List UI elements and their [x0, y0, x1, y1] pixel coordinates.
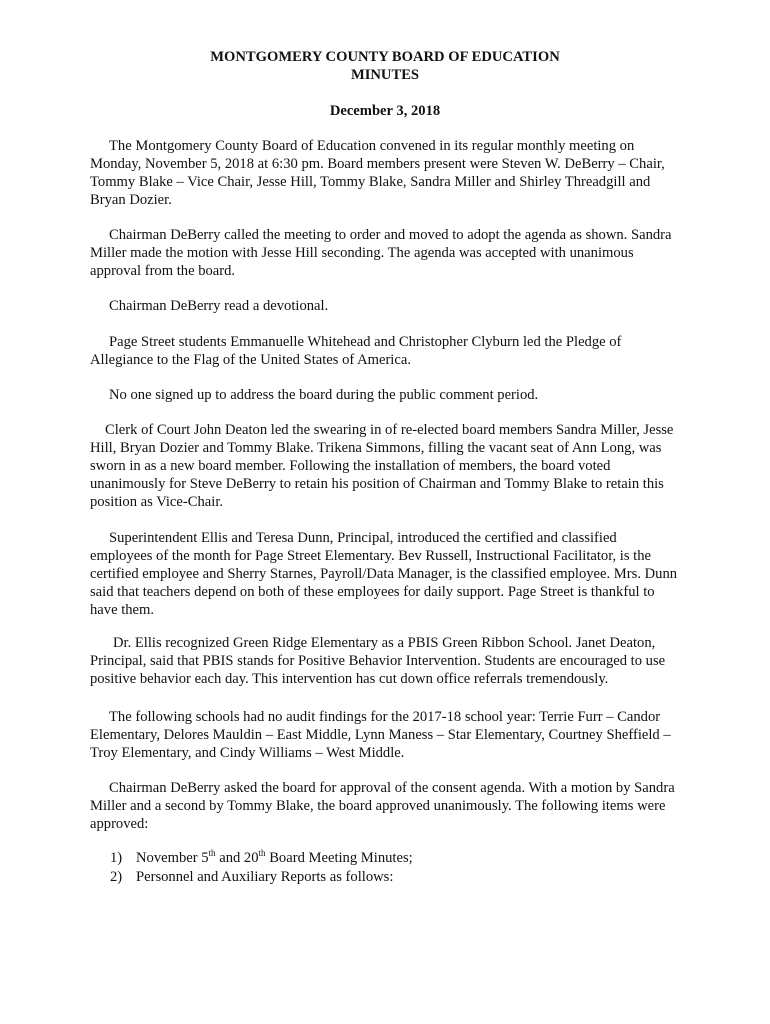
paragraph-audit: The following schools had no audit findings for the 2017-18 school year: Terrie Furr – Candor Elementary, Delores Mauldin – East Middle, Lynn Maness – Star Elementary, Courtney Sheffield – Troy Elementary, and Cindy Williams – West Middle. — [90, 709, 671, 761]
document-title: MONTGOMERY COUNTY BOARD OF EDUCATION — [210, 49, 560, 65]
list-item-number: 2) — [110, 869, 123, 885]
paragraph-public-comment: No one signed up to address the board during the public comment period. — [109, 387, 539, 403]
paragraph-pbis: Dr. Ellis recognized Green Ridge Elementary as a PBIS Green Ribbon School. Janet Deaton, Principal, said that PBIS stands for Positive Behavior Intervention. Students are encouraged to use positive behavior each day. This intervention has cut down office referrals tremendously. — [90, 635, 666, 687]
paragraph-consent-agenda: Chairman DeBerry asked the board for approval of the consent agenda. With a motion by Sandra Miller and a second by Tommy Blake, the board approved unanimously. The following items were approved: — [90, 780, 675, 832]
paragraph-pledge: Page Street students Emmanuelle Whitehead and Christopher Clyburn led the Pledge of Allegiance to the Flag of the United States of America. — [90, 334, 622, 368]
paragraph-employees-of-month: Superintendent Ellis and Teresa Dunn, Principal, introduced the certified and classified employees of the month for Page Street Elementary. Bev Russell, Instructional Facilitator, is the certified employee and Sherry Starnes, Payroll/Data Manager, is the classified employee. Mrs. Dunn said that teachers depend on both of these employees for daily support. Page Street is thankful to have them. — [90, 530, 678, 618]
list-item-text: Personnel and Auxiliary Reports as follows: — [136, 869, 394, 885]
paragraph-convened: The Montgomery County Board of Education convened in its regular monthly meeting on Monday, November 5, 2018 at 6:30 pm. Board members present were Steven W. DeBerry – Chair, Tommy Blake – Vice Chair, Jesse Hill, Tommy Blake, Sandra Miller and Shirley Threadgill and Bryan Dozier. — [90, 138, 665, 208]
list-item-number: 1) — [110, 850, 123, 866]
list-item — [110, 868, 670, 887]
approved-items-list — [110, 849, 670, 887]
meeting-date: December 3, 2018 — [329, 103, 441, 119]
document-header — [0, 48, 770, 84]
paragraph-swearing-in: Clerk of Court John Deaton led the swearing in of re-elected board members Sandra Miller, Jesse Hill, Bryan Dozier and Tommy Blake. Trikena Simmons, filling the vacant seat of Ann Long, was sworn in as a new board member. Following the installation of members, the board voted unanimously for Steve DeBerry to retain his position of Chairman and Tommy Blake to retain this position as Vice-Chair. — [90, 422, 674, 510]
list-item-text: November 5th and 20th Board Meeting Minutes; — [136, 848, 413, 866]
document-subtitle: MINUTES — [350, 67, 420, 83]
paragraph-agenda: Chairman DeBerry called the meeting to order and moved to adopt the agenda as shown. Sandra Miller made the motion with Jesse Hill seconding. The agenda was accepted with unanimous approval from the board. — [90, 227, 672, 279]
paragraph-devotional: Chairman DeBerry read a devotional. — [109, 298, 329, 314]
list-item — [110, 849, 670, 868]
